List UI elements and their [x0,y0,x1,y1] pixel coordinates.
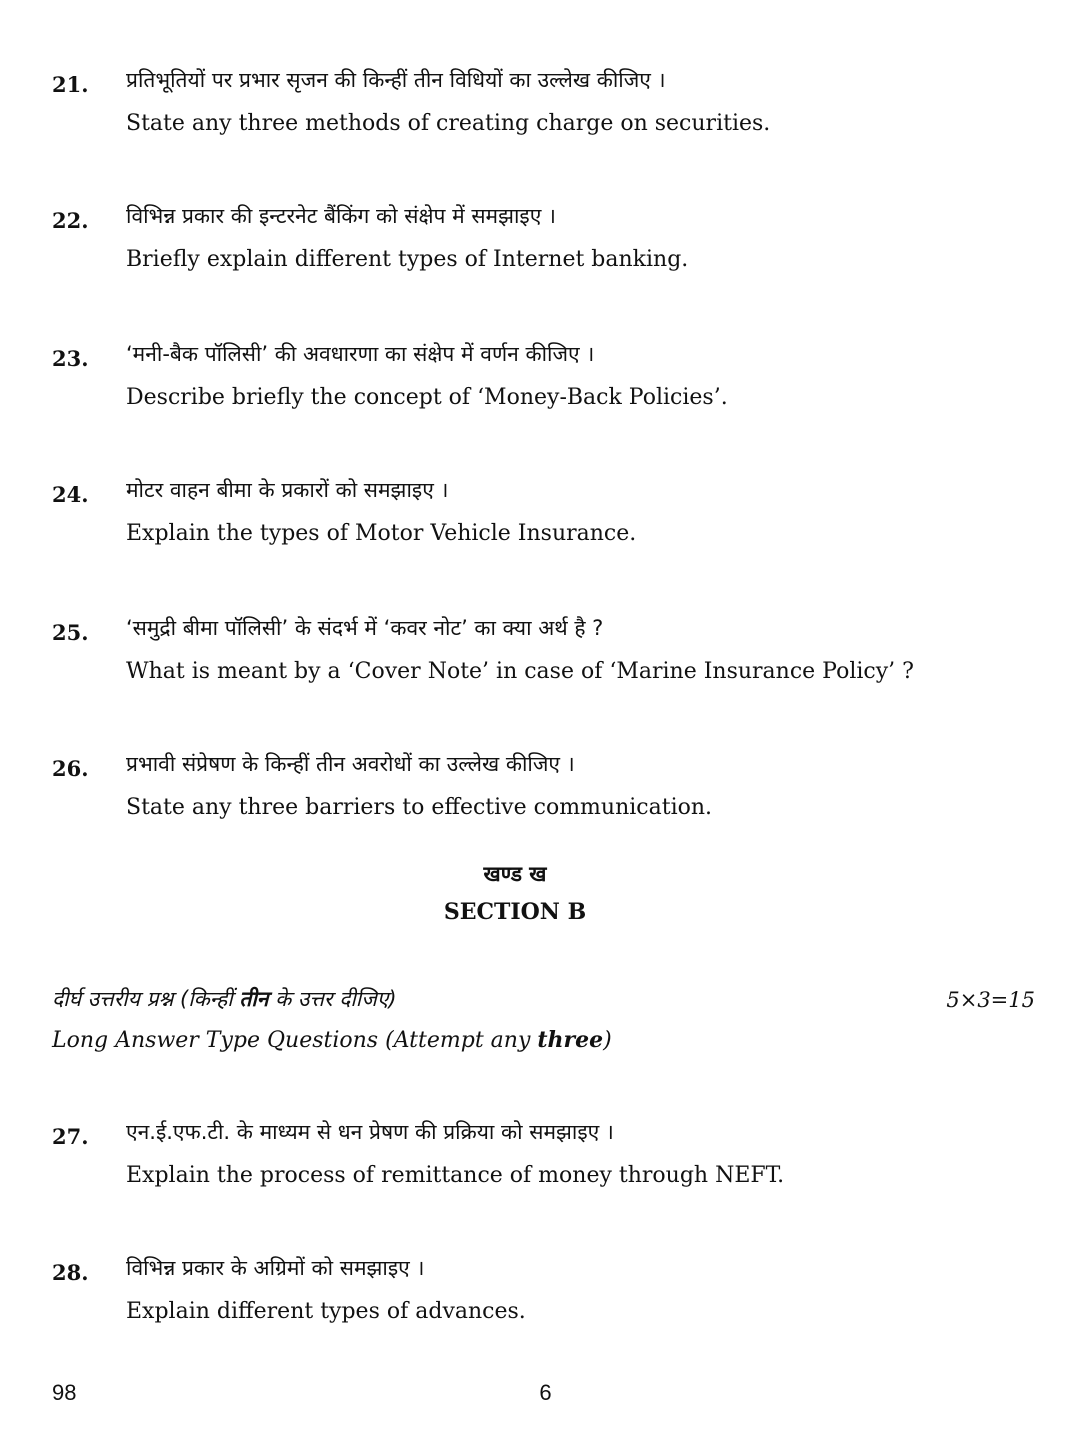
question-text-english: Describe briefly the concept of ‘Money-Back Policies’. [126,385,728,410]
question-text-english: What is meant by a ‘Cover Note’ in case of ‘Marine Insurance Policy’ ? [126,659,914,684]
question-number: 21. [52,72,89,97]
instruction-hindi-post: के उत्तर दीजिए) [268,987,397,1011]
section-title-hindi: खण्ड ख [483,862,547,886]
instruction-english [52,1027,612,1053]
question-number: 28. [52,1260,89,1285]
page-number: 6 [539,1380,552,1405]
question-number: 26. [52,756,89,781]
instruction-english-bold: three [537,1027,604,1053]
question-text-hindi: विभिन्न प्रकार के अग्रिमों को समझाइए । [126,1256,425,1280]
instruction-english-pre: Long Answer Type Questions (Attempt any [52,1028,538,1053]
paper-code: 98 [52,1380,77,1405]
instruction-hindi [52,985,397,1013]
question-text-hindi: मोटर वाहन बीमा के प्रकारों को समझाइए । [126,478,449,502]
question-text-hindi: एन.ई.एफ.टी. के माध्यम से धन प्रेषण की प्रक्रिया को समझाइए । [126,1120,614,1144]
question-text-hindi: प्रभावी संप्रेषण के किन्हीं तीन अवरोधों का उल्लेख कीजिए । [126,752,575,776]
question-number: 27. [52,1124,89,1149]
question-text-hindi: ‘मनी-बैक पॉलिसी’ की अवधारणा का संक्षेप में वर्णन कीजिए । [126,342,595,366]
instruction-hindi-pre: दीर्घ उत्तरीय प्रश्न (किन्हीं [52,987,240,1011]
marks-allocation: 5×3=15 [946,988,1035,1012]
question-number: 25. [52,620,89,645]
instruction-english-post: ) [603,1028,612,1053]
question-text-english: Explain the types of Motor Vehicle Insurance. [126,521,637,546]
question-number: 24. [52,482,89,507]
section-title-english: SECTION B [443,899,587,925]
question-text-hindi: विभिन्न प्रकार की इन्टरनेट बैंकिंग को संक्षेप में समझाइए । [126,204,556,228]
question-number: 22. [52,208,89,233]
question-text-english: State any three barriers to effective communication. [126,795,713,820]
question-text-hindi: प्रतिभूतियों पर प्रभार सृजन की किन्हीं तीन विधियों का उल्लेख कीजिए । [126,68,666,92]
question-text-english: Briefly explain different types of Internet banking. [126,247,689,272]
question-text-english: Explain different types of advances. [126,1299,526,1324]
question-text-english: State any three methods of creating charge on securities. [126,111,771,136]
question-text-english: Explain the process of remittance of money through NEFT. [126,1163,785,1188]
instruction-hindi-bold: तीन [239,987,269,1011]
question-text-hindi: ‘समुद्री बीमा पॉलिसी’ के संदर्भ में ‘कवर नोट’ का क्या अर्थ है ? [126,616,604,640]
question-number: 23. [52,346,89,371]
